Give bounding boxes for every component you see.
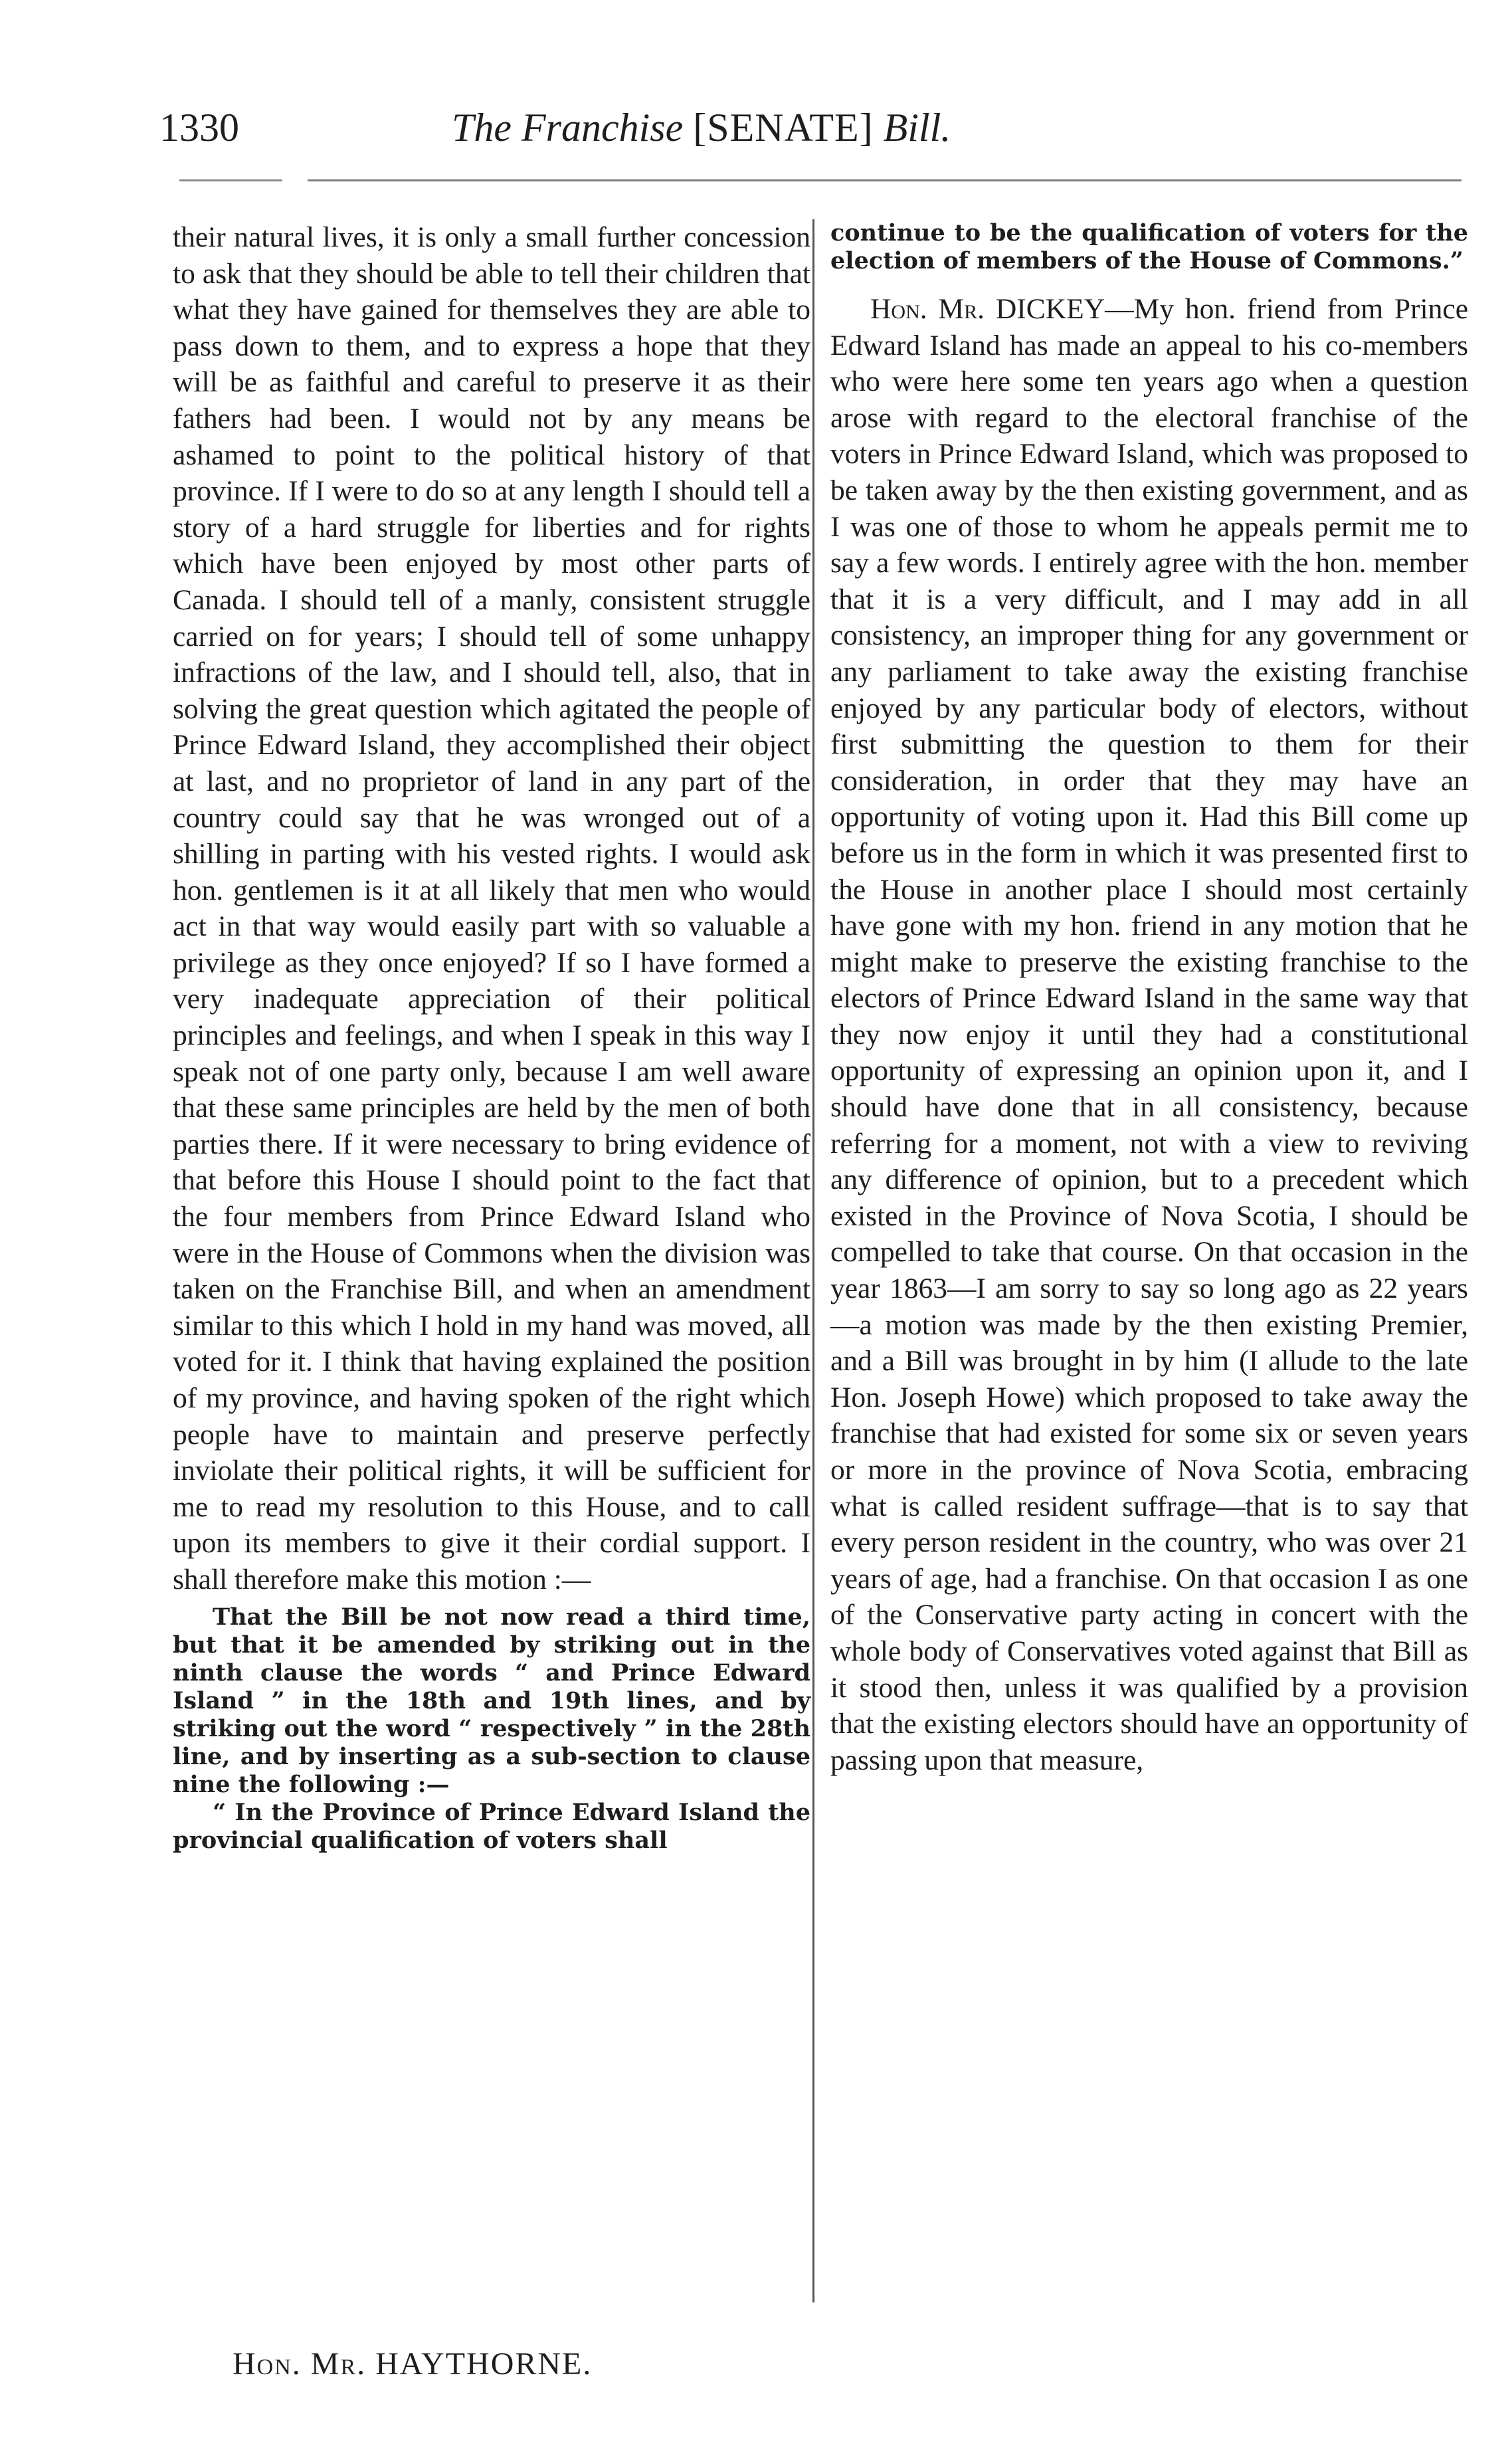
speech-text: —My hon. friend from Prince Edward Island has made an appeal to his co-members who were here some ten years ago when a question arose with regard to the electoral franchise of the voters in Prince Edward Island, which was proposed to be taken away by the then existing government, and as I was one of those to whom he appeals permit me to say a few words. I entirely agree with the hon. member that it is a very difficult, and I may add in all consistency, an improper thing for any government or any parliament to take away the existing franchise enjoyed by any particular body of electors, without first submitting the question to them for their consideration, in order that they may have an opportunity of voting upon it. Had this Bill come up before us in the form in which it was presented first to the House in another place I should most certainly have gone with my hon. friend in any motion that he might make to preserve the existing franchise to the electors of Prince Edward Island in the same way that they now enjoy it until they had a constitutional opportunity of expressing an opinion upon it, and I should have done that in all consistency, because referring for a moment, not with a view to reviving any difference of opinion, but to a precedent which existed in the Province of Nova Scotia, I should be compelled to take that course. On that occasion in the year 1863—I am sorry to say so long ago as 22 years—a motion was made by the then existing Premier, and a Bill was brought in by him (I allude to the late Hon. Joseph Howe) which proposed to take away the franchise that had existed for some six or seven years or more in the province of Nova Scotia, embracing what is called resident suffrage—that is to say that every person resident in the country, who was over 21 years of age, had a franchise. On that occasion I as one of the Conservative party acting in concert with the whole body of Conservatives voted against that Bill as it stood then, unless it was qualified by a provision that the existing electors should have an opportunity of passing upon that measure, (830, 293, 1469, 1776)
footer-speaker-tag: Hon. Mr. HAYTHORNE. (233, 2346, 593, 2382)
left-column (173, 219, 810, 1855)
resolution-quote-start: “ In the Province of Prince Edward Island the provincial qualification of voters shall (173, 1798, 810, 1854)
speaker-name: Hon. Mr. DICKEY (870, 293, 1105, 325)
resolution-quote-continuation: continue to be the qualification of voters for the election of members of the House of Commons.” (830, 219, 1468, 274)
title-end: Bill. (883, 106, 951, 150)
column-divider (812, 219, 814, 2302)
resolution-block (173, 1603, 810, 1855)
header-rule (179, 179, 1462, 181)
speech-paragraph (830, 291, 1468, 1778)
resolution-text: That the Bill be not now read a third time, but that it be amended by striking out in the ninth clause the words “ and Prince Edward Island ” in the 18th and 19th lines, and by striking out the word “ respectively ” in the 28th line, and by inserting as a sub-section to clause nine the following :— (173, 1603, 810, 1798)
title-italic: The Franchise (452, 106, 684, 150)
running-title (452, 105, 951, 151)
right-column (830, 219, 1468, 1778)
title-chamber: [SENATE] (693, 106, 874, 150)
running-header (159, 100, 1481, 159)
left-paragraph: their natural lives, it is only a small further concession to ask that they should be able to tell their children that what they have gained for themselves they are able to pass down to them, and to express a hope that they will be as faithful and careful to preserve it as their fathers had been. I would not by any means be ashamed to point to the political history of that province. If I were to do so at any length I should tell a story of a hard struggle for liberties and for rights which have been enjoyed by most other parts of Canada. I should tell of a manly, consistent struggle carried on for years; I should tell of some unhappy infractions of the law, and I should tell, also, that in solving the great question which agitated the people of Prince Edward Island, they accomplished their object at last, and no proprietor of land in any part of the country could say that he was wronged out of a shilling in parting with his vested rights. I would ask hon. gentlemen is it at all likely that men who would act in that way would easily part with so valuable a privilege as they once enjoyed? If so I have formed a very inadequate appreciation of their political principles and feelings, and when I speak in this way I speak not of one party only, because I am well aware that these same principles are held by the men of both parties there. If it were necessary to bring evidence of that before this House I should point to the fact that the four members from Prince Edward Island who were in the House of Commons when the division was taken on the Franchise Bill, and when an amendment similar to this which I hold in my hand was moved, all voted for it. I think that having explained the position of my province, and having spoken of the right which people have to maintain and preserve perfectly inviolate their political rights, it will be sufficient for me to read my resolution to this House, and to call upon its members to give it their cordial support. I shall therefore make this motion :— (173, 221, 810, 1595)
page-number: 1330 (159, 106, 239, 150)
